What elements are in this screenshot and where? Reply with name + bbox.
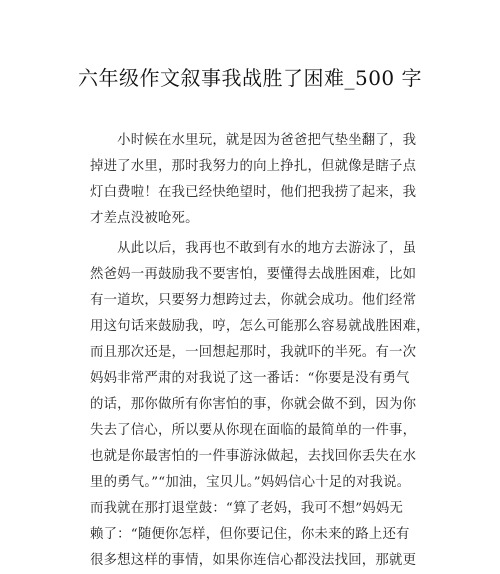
text-line: 赖了：“随便你怎样，但你要记住，你未来的路上还有 — [90, 527, 410, 542]
text-line: 从此以后，我再也不敢到有水的地方去游泳了，虽 — [90, 241, 417, 256]
text-line: 的话，那你做所有你害怕的事，你就会做不到，因为你 — [90, 397, 417, 412]
text-line: 而且那次还是，一回想起那时，我就吓的半死。有一次 — [90, 345, 417, 360]
page-title: 六年级作文叙事我战胜了困难_500 字 — [77, 66, 423, 90]
article-body — [90, 128, 430, 574]
text-line: 掉进了水里，那时我努力的向上挣扎，但就像是瞎子点 — [90, 159, 417, 174]
paragraph-2 — [90, 236, 430, 574]
text-line: 也就是你最害怕的一件事游泳做起，去找回你丢失在水 — [90, 449, 417, 464]
text-line: 灯白费啦！在我已经快绝望时，他们把我捞了起来，我 — [90, 185, 417, 200]
text-line: 妈妈非常严肃的对我说了这一番话：“你要是没有勇气 — [90, 371, 410, 386]
text-line: 有一道坎，只要努力想跨过去，你就会成功。他们经常 — [90, 293, 417, 308]
paragraph-1 — [90, 128, 430, 232]
text-line: 很多想这样的事情，如果你连信心都没法找回，那就更 — [90, 553, 417, 568]
text-line: 而我就在那打退堂鼓：“算了老妈，我可不想”妈妈无 — [90, 501, 404, 516]
text-line: 然爸妈一再鼓励我不要害怕，要懂得去战胜困难，比如 — [90, 267, 417, 282]
text-line: 用这句话来鼓励我，哼，怎么可能那么容易就战胜困难， — [90, 319, 430, 334]
text-line: 失去了信心，所以要从你现在面临的最简单的一件事， — [90, 423, 417, 438]
text-line: 小时候在水里玩，就是因为爸爸把气垫坐翻了，我 — [90, 133, 417, 148]
text-line: 才差点没被呛死。 — [90, 211, 199, 226]
text-line: 里的勇气。”“加油，宝贝儿。”妈妈信心十足的对我说。 — [90, 475, 411, 490]
